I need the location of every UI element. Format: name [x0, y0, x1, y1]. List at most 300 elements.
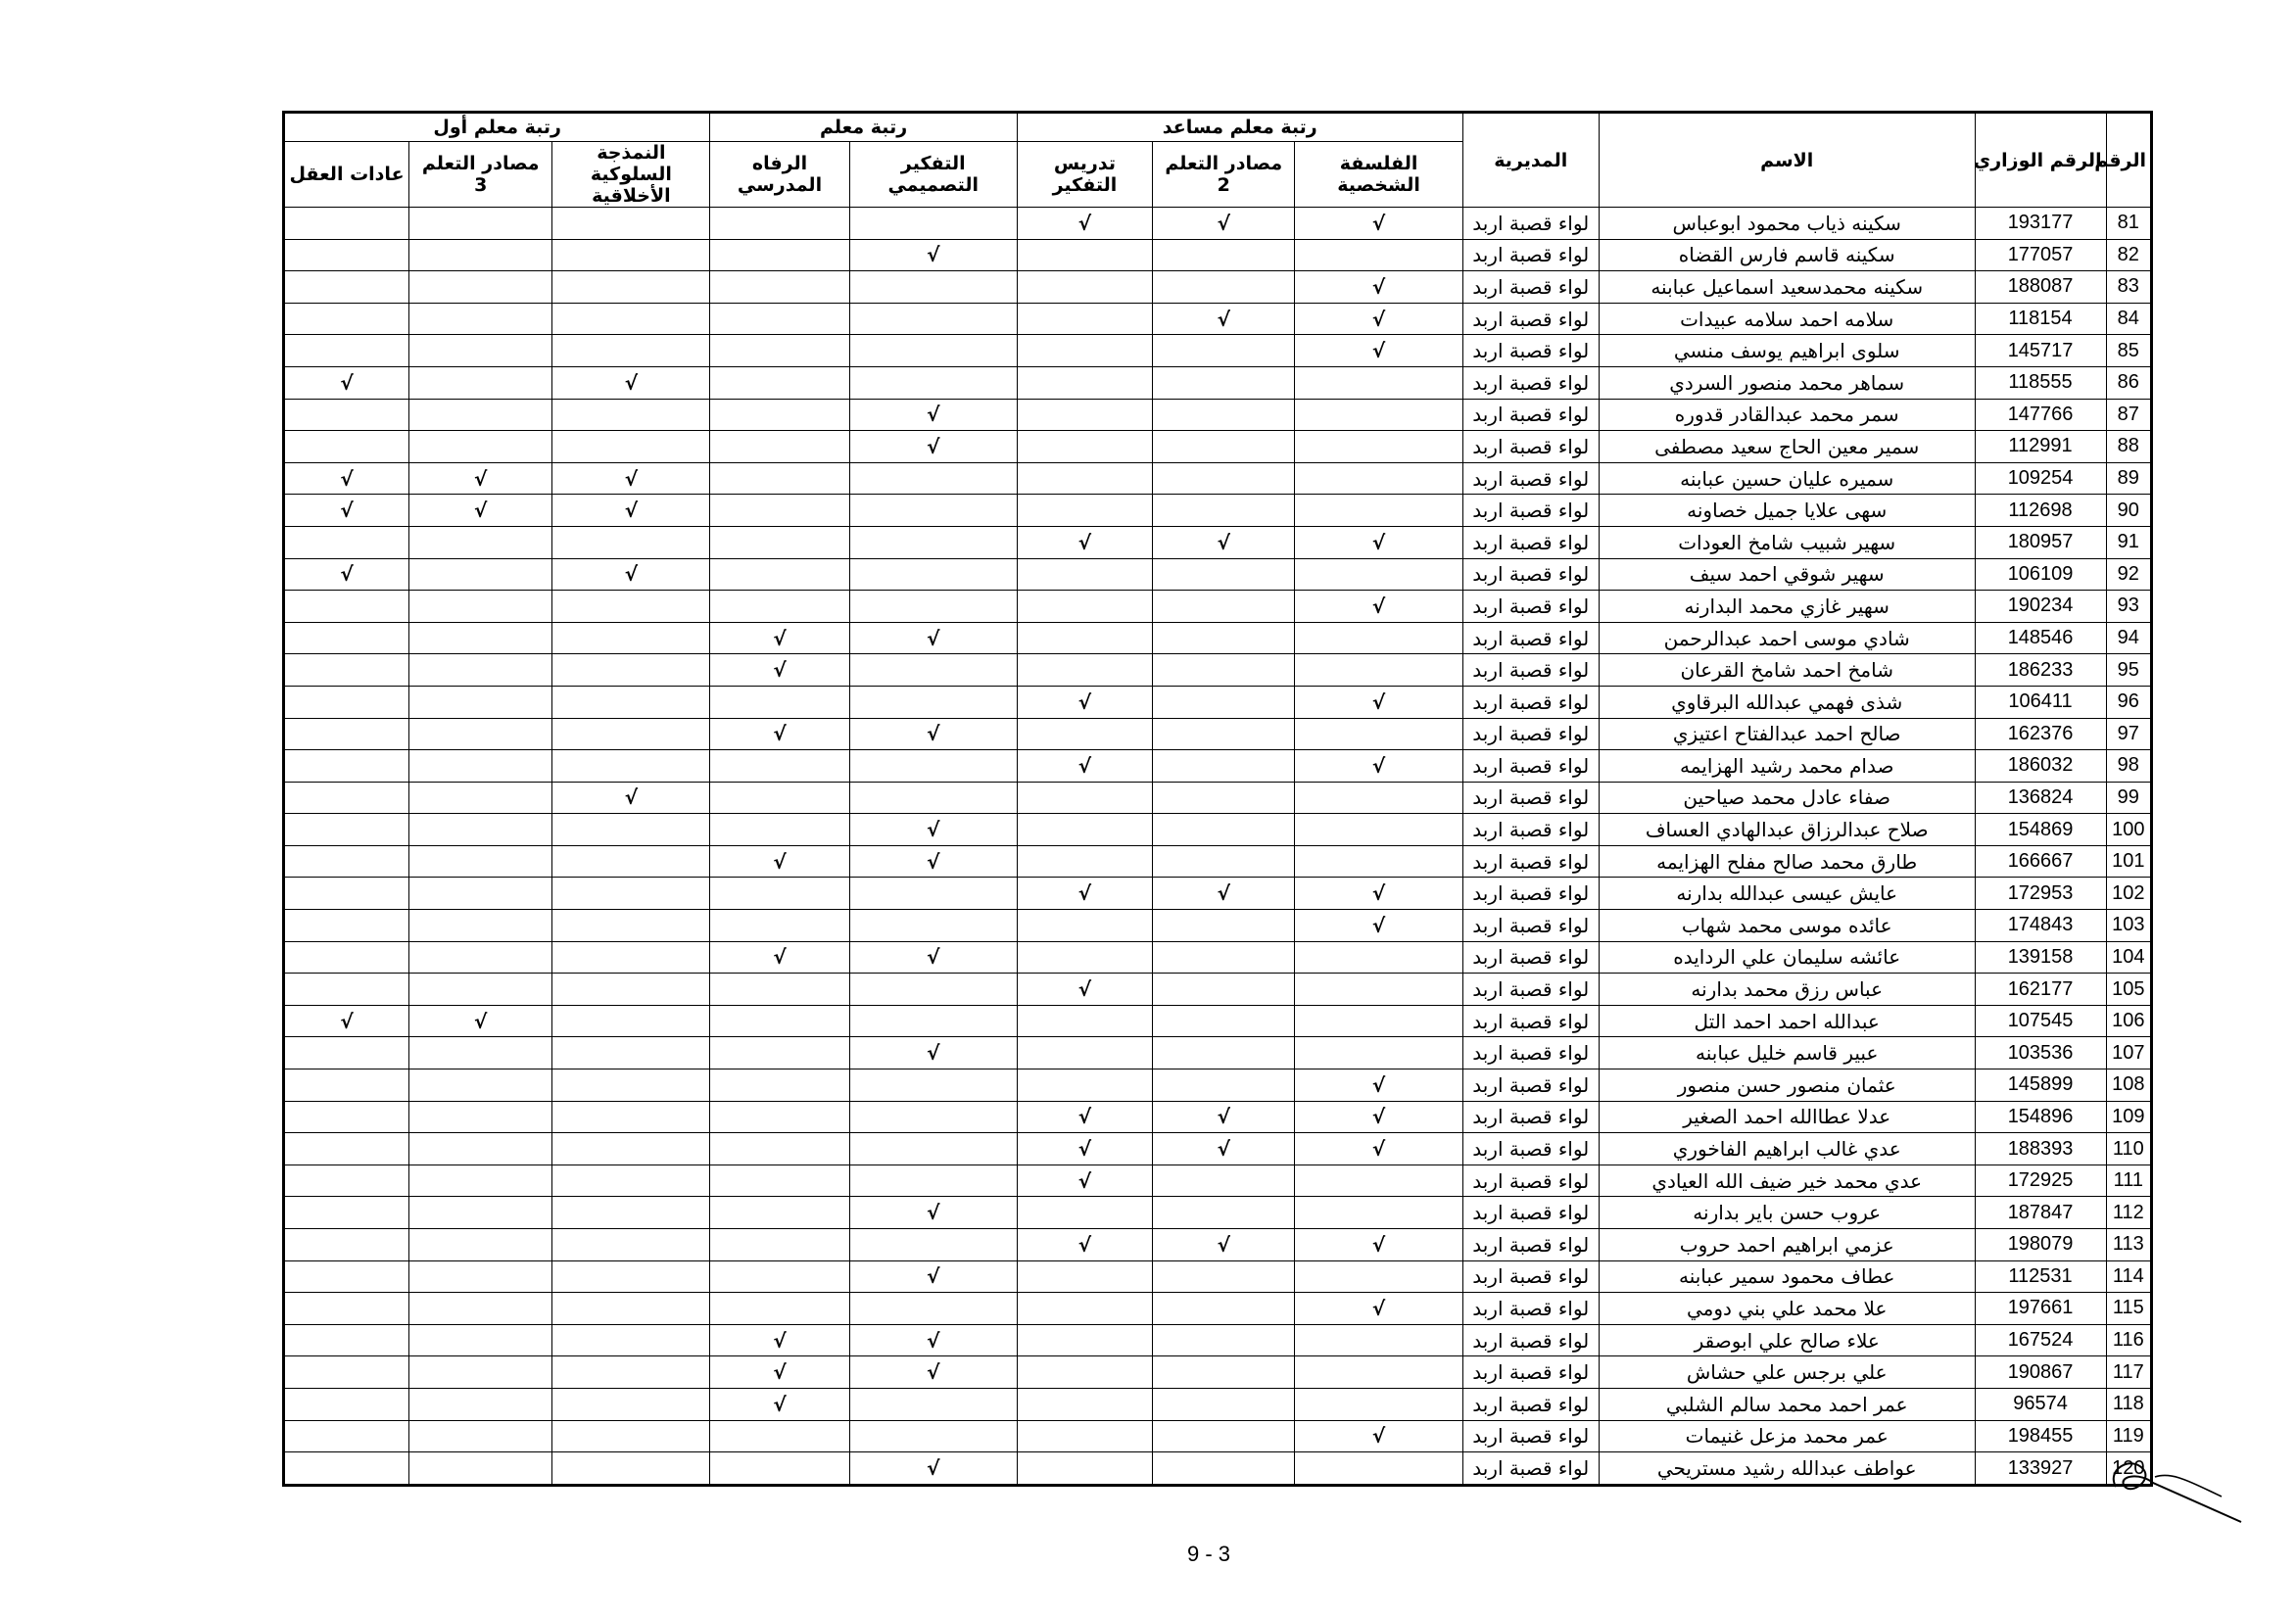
mark-cell-school-wellbeing — [710, 974, 849, 1006]
mark-cell-personal-philosophy — [1295, 1324, 1462, 1356]
mark-cell-habits-of-mind — [284, 1164, 409, 1197]
mark-cell-learning-sources-2 — [1153, 1452, 1295, 1486]
mark-cell-learning-sources-2 — [1153, 1101, 1295, 1133]
row-number: 106 — [2106, 1005, 2151, 1037]
check-mark: √ — [1077, 1105, 1092, 1129]
row-number: 91 — [2106, 526, 2151, 558]
mark-cell-personal-philosophy — [1295, 1420, 1462, 1452]
row-number: 107 — [2106, 1037, 2151, 1069]
mark-cell-teaching-thinking — [1017, 1388, 1152, 1420]
mark-cell-habits-of-mind — [284, 910, 409, 942]
mark-cell-teaching-thinking — [1017, 750, 1152, 783]
ministry-number: 198079 — [1975, 1229, 2106, 1261]
row-number: 84 — [2106, 303, 2151, 335]
mark-cell-habits-of-mind — [284, 1452, 409, 1486]
mark-cell-teaching-thinking — [1017, 910, 1152, 942]
mark-cell-school-wellbeing — [710, 239, 849, 271]
check-mark: √ — [1217, 1105, 1230, 1129]
mark-cell-design-thinking — [849, 1069, 1017, 1102]
check-mark: √ — [1077, 211, 1092, 235]
mark-cell-habits-of-mind — [284, 366, 409, 399]
table-row — [284, 303, 2152, 335]
mark-cell-learning-sources-2 — [1153, 686, 1295, 718]
group-header-assistant-teacher: رتبة معلم مساعد — [1017, 113, 1462, 142]
table-row — [284, 399, 2152, 431]
mark-cell-behavioral-modeling — [552, 718, 710, 750]
mark-cell-personal-philosophy — [1295, 335, 1462, 367]
mark-cell-behavioral-modeling — [552, 1101, 710, 1133]
mark-cell-behavioral-modeling — [552, 1069, 710, 1102]
mark-cell-behavioral-modeling — [552, 1197, 710, 1229]
mark-cell-learning-sources-3 — [409, 303, 552, 335]
mark-cell-learning-sources-2 — [1153, 1197, 1295, 1229]
mark-cell-personal-philosophy — [1295, 686, 1462, 718]
mark-cell-learning-sources-2 — [1153, 431, 1295, 463]
mark-cell-design-thinking — [849, 462, 1017, 495]
mark-cell-habits-of-mind — [284, 1133, 409, 1165]
mark-cell-school-wellbeing — [710, 1260, 849, 1293]
mark-cell-habits-of-mind — [284, 941, 409, 974]
mark-cell-design-thinking — [849, 495, 1017, 527]
mark-cell-school-wellbeing — [710, 1293, 849, 1325]
mark-cell-learning-sources-3 — [409, 941, 552, 974]
mark-cell-learning-sources-3 — [409, 1164, 552, 1197]
check-mark: √ — [1371, 1232, 1386, 1257]
mark-cell-learning-sources-3 — [409, 1293, 552, 1325]
teacher-name: سهير شبيب شامخ العودات — [1599, 526, 1975, 558]
ministry-number: 193177 — [1975, 208, 2106, 240]
mark-cell-school-wellbeing — [710, 1197, 849, 1229]
mark-cell-learning-sources-2 — [1153, 845, 1295, 878]
mark-cell-design-thinking — [849, 686, 1017, 718]
mark-cell-personal-philosophy — [1295, 1260, 1462, 1293]
check-mark: √ — [773, 626, 787, 650]
mark-cell-learning-sources-3 — [409, 750, 552, 783]
col-header-directorate: المديرية — [1462, 113, 1599, 208]
mark-cell-school-wellbeing — [710, 750, 849, 783]
row-number: 89 — [2106, 462, 2151, 495]
teacher-name: سهى علايا جميل خصاونه — [1599, 495, 1975, 527]
mark-cell-habits-of-mind — [284, 271, 409, 304]
directorate: لواء قصبة اربد — [1462, 1388, 1599, 1420]
mark-cell-teaching-thinking — [1017, 591, 1152, 623]
check-mark: √ — [927, 1041, 940, 1066]
mark-cell-school-wellbeing — [710, 208, 849, 240]
mark-cell-school-wellbeing — [710, 1005, 849, 1037]
mark-cell-learning-sources-2 — [1153, 462, 1295, 495]
mark-cell-school-wellbeing — [710, 1229, 849, 1261]
mark-cell-school-wellbeing — [710, 845, 849, 878]
mark-cell-personal-philosophy — [1295, 878, 1462, 910]
teacher-name: طارق محمد صالح مفلح الهزايمه — [1599, 845, 1975, 878]
row-number: 85 — [2106, 335, 2151, 367]
check-mark: √ — [1077, 753, 1092, 778]
mark-cell-behavioral-modeling — [552, 1164, 710, 1197]
mark-cell-learning-sources-3 — [409, 878, 552, 910]
col-header-ministry-no: الرقم الوزاري — [1975, 113, 2106, 208]
mark-cell-learning-sources-3 — [409, 1356, 552, 1389]
mark-cell-personal-philosophy — [1295, 974, 1462, 1006]
directorate: لواء قصبة اربد — [1462, 686, 1599, 718]
row-number: 102 — [2106, 878, 2151, 910]
table-row — [284, 910, 2152, 942]
directorate: لواء قصبة اربد — [1462, 526, 1599, 558]
mark-cell-teaching-thinking — [1017, 654, 1152, 687]
mark-cell-habits-of-mind — [284, 1260, 409, 1293]
row-number: 115 — [2106, 1293, 2151, 1325]
teacher-name: سلامه احمد سلامه عبيدات — [1599, 303, 1975, 335]
mark-cell-teaching-thinking — [1017, 1133, 1152, 1165]
ministry-number: 145717 — [1975, 335, 2106, 367]
mark-cell-behavioral-modeling — [552, 431, 710, 463]
mark-cell-learning-sources-2 — [1153, 558, 1295, 591]
table-row — [284, 750, 2152, 783]
mark-cell-school-wellbeing — [710, 1133, 849, 1165]
mark-cell-personal-philosophy — [1295, 558, 1462, 591]
mark-cell-habits-of-mind — [284, 1293, 409, 1325]
mark-cell-design-thinking — [849, 1101, 1017, 1133]
table-row — [284, 495, 2152, 527]
mark-cell-habits-of-mind — [284, 208, 409, 240]
mark-cell-teaching-thinking — [1017, 335, 1152, 367]
mark-cell-behavioral-modeling — [552, 1452, 710, 1486]
mark-cell-teaching-thinking — [1017, 1452, 1152, 1486]
ministry-number: 172925 — [1975, 1164, 2106, 1197]
mark-cell-habits-of-mind — [284, 558, 409, 591]
directorate: لواء قصبة اربد — [1462, 271, 1599, 304]
mark-cell-habits-of-mind — [284, 845, 409, 878]
mark-cell-teaching-thinking — [1017, 1037, 1152, 1069]
mark-cell-habits-of-mind — [284, 686, 409, 718]
ministry-number: 187847 — [1975, 1197, 2106, 1229]
mark-cell-learning-sources-2 — [1153, 239, 1295, 271]
col-header-behavioral-modeling: النمذجة السلوكية الأخلاقية — [552, 142, 710, 208]
mark-cell-behavioral-modeling — [552, 1229, 710, 1261]
mark-cell-behavioral-modeling — [552, 782, 710, 814]
mark-cell-design-thinking — [849, 208, 1017, 240]
mark-cell-design-thinking — [849, 1420, 1017, 1452]
teacher-name: شذى فهمي عبدالله البرقاوي — [1599, 686, 1975, 718]
row-number: 119 — [2106, 1420, 2151, 1452]
mark-cell-personal-philosophy — [1295, 208, 1462, 240]
mark-cell-school-wellbeing — [710, 1037, 849, 1069]
mark-cell-behavioral-modeling — [552, 271, 710, 304]
mark-cell-habits-of-mind — [284, 1005, 409, 1037]
col-header-no: الرقم — [2106, 113, 2151, 208]
teacher-name: عبير قاسم خليل عبابنه — [1599, 1037, 1975, 1069]
check-mark: √ — [927, 1328, 940, 1353]
row-number: 100 — [2106, 814, 2151, 846]
mark-cell-personal-philosophy — [1295, 845, 1462, 878]
check-mark: √ — [1371, 274, 1386, 299]
directorate: لواء قصبة اربد — [1462, 239, 1599, 271]
table-row — [284, 1229, 2152, 1261]
directorate: لواء قصبة اربد — [1462, 718, 1599, 750]
teacher-name: سمر محمد عبدالقادر قدوره — [1599, 399, 1975, 431]
mark-cell-teaching-thinking — [1017, 1293, 1152, 1325]
mark-cell-design-thinking — [849, 431, 1017, 463]
mark-cell-design-thinking — [849, 974, 1017, 1006]
mark-cell-learning-sources-3 — [409, 1260, 552, 1293]
mark-cell-behavioral-modeling — [552, 1356, 710, 1389]
check-mark: √ — [1371, 1072, 1386, 1097]
check-mark: √ — [624, 499, 639, 523]
check-mark: √ — [624, 562, 639, 587]
mark-cell-personal-philosophy — [1295, 1229, 1462, 1261]
ministry-number: 112991 — [1975, 431, 2106, 463]
row-number: 104 — [2106, 941, 2151, 974]
mark-cell-learning-sources-3 — [409, 462, 552, 495]
mark-cell-teaching-thinking — [1017, 1005, 1152, 1037]
teacher-name: صدام محمد رشيد الهزايمه — [1599, 750, 1975, 783]
mark-cell-learning-sources-2 — [1153, 1069, 1295, 1102]
ministry-number: 112531 — [1975, 1260, 2106, 1293]
mark-cell-school-wellbeing — [710, 271, 849, 304]
ministry-number: 186032 — [1975, 750, 2106, 783]
teacher-name: عواطف عبدالله رشيد مستريحي — [1599, 1452, 1975, 1486]
teacher-name: علاء صالح علي ابوصقر — [1599, 1324, 1975, 1356]
mark-cell-habits-of-mind — [284, 526, 409, 558]
teacher-rank-table — [282, 111, 2153, 1487]
mark-cell-personal-philosophy — [1295, 1037, 1462, 1069]
mark-cell-design-thinking — [849, 622, 1017, 654]
mark-cell-design-thinking — [849, 845, 1017, 878]
directorate: لواء قصبة اربد — [1462, 1356, 1599, 1389]
row-number: 94 — [2106, 622, 2151, 654]
table-row — [284, 686, 2152, 718]
row-number: 95 — [2106, 654, 2151, 687]
mark-cell-school-wellbeing — [710, 878, 849, 910]
col-header-design-thinking: التفكير التصميمي — [849, 142, 1017, 208]
teacher-name: سكينه محمدسعيد اسماعيل عبابنه — [1599, 271, 1975, 304]
directorate: لواء قصبة اربد — [1462, 1101, 1599, 1133]
directorate: لواء قصبة اربد — [1462, 1037, 1599, 1069]
mark-cell-design-thinking — [849, 591, 1017, 623]
directorate: لواء قصبة اربد — [1462, 1069, 1599, 1102]
directorate: لواء قصبة اربد — [1462, 1260, 1599, 1293]
mark-cell-school-wellbeing — [710, 495, 849, 527]
mark-cell-personal-philosophy — [1295, 910, 1462, 942]
directorate: لواء قصبة اربد — [1462, 1452, 1599, 1486]
ministry-number: 147766 — [1975, 399, 2106, 431]
mark-cell-learning-sources-2 — [1153, 1293, 1295, 1325]
teacher-name: صفاء عادل محمد صياحين — [1599, 782, 1975, 814]
table-row — [284, 1164, 2152, 1197]
mark-cell-school-wellbeing — [710, 335, 849, 367]
directorate: لواء قصبة اربد — [1462, 1005, 1599, 1037]
table-row — [284, 1452, 2152, 1486]
mark-cell-teaching-thinking — [1017, 878, 1152, 910]
mark-cell-learning-sources-3 — [409, 591, 552, 623]
mark-cell-habits-of-mind — [284, 303, 409, 335]
mark-cell-teaching-thinking — [1017, 208, 1152, 240]
mark-cell-learning-sources-2 — [1153, 1005, 1295, 1037]
mark-cell-personal-philosophy — [1295, 271, 1462, 304]
directorate: لواء قصبة اربد — [1462, 974, 1599, 1006]
ministry-number: 133927 — [1975, 1452, 2106, 1486]
ministry-number: 109254 — [1975, 462, 2106, 495]
ministry-number: 190867 — [1975, 1356, 2106, 1389]
directorate: لواء قصبة اربد — [1462, 878, 1599, 910]
mark-cell-learning-sources-2 — [1153, 1356, 1295, 1389]
mark-cell-learning-sources-2 — [1153, 399, 1295, 431]
mark-cell-behavioral-modeling — [552, 591, 710, 623]
teacher-name: عباس رزق محمد بدارنه — [1599, 974, 1975, 1006]
mark-cell-design-thinking — [849, 782, 1017, 814]
mark-cell-learning-sources-2 — [1153, 303, 1295, 335]
directorate: لواء قصبة اربد — [1462, 910, 1599, 942]
mark-cell-teaching-thinking — [1017, 1420, 1152, 1452]
mark-cell-behavioral-modeling — [552, 335, 710, 367]
mark-cell-habits-of-mind — [284, 1037, 409, 1069]
mark-cell-learning-sources-3 — [409, 1069, 552, 1102]
mark-cell-personal-philosophy — [1295, 622, 1462, 654]
mark-cell-learning-sources-2 — [1153, 1133, 1295, 1165]
mark-cell-design-thinking — [849, 1164, 1017, 1197]
teacher-name: عثمان منصور حسن منصور — [1599, 1069, 1975, 1102]
teacher-name: عطاف محمود سمير عبابنه — [1599, 1260, 1975, 1293]
mark-cell-teaching-thinking — [1017, 782, 1152, 814]
row-number: 96 — [2106, 686, 2151, 718]
mark-cell-personal-philosophy — [1295, 431, 1462, 463]
mark-cell-habits-of-mind — [284, 622, 409, 654]
mark-cell-behavioral-modeling — [552, 526, 710, 558]
table-row — [284, 814, 2152, 846]
mark-cell-behavioral-modeling — [552, 208, 710, 240]
mark-cell-design-thinking — [849, 654, 1017, 687]
row-number: 112 — [2106, 1197, 2151, 1229]
check-mark: √ — [773, 1328, 787, 1353]
directorate: لواء قصبة اربد — [1462, 1293, 1599, 1325]
mark-cell-teaching-thinking — [1017, 431, 1152, 463]
ministry-number: 190234 — [1975, 591, 2106, 623]
mark-cell-learning-sources-3 — [409, 526, 552, 558]
check-mark: √ — [773, 658, 787, 683]
row-number: 88 — [2106, 431, 2151, 463]
check-mark: √ — [927, 1264, 940, 1289]
mark-cell-learning-sources-2 — [1153, 1037, 1295, 1069]
row-number: 113 — [2106, 1229, 2151, 1261]
mark-cell-behavioral-modeling — [552, 239, 710, 271]
mark-cell-school-wellbeing — [710, 718, 849, 750]
mark-cell-learning-sources-3 — [409, 208, 552, 240]
ministry-number: 107545 — [1975, 1005, 2106, 1037]
teacher-name: سلوى ابراهيم يوسف منسي — [1599, 335, 1975, 367]
mark-cell-learning-sources-3 — [409, 910, 552, 942]
mark-cell-behavioral-modeling — [552, 622, 710, 654]
col-header-school-wellbeing: الرفاه المدرسي — [710, 142, 849, 208]
ministry-number: 145899 — [1975, 1069, 2106, 1102]
check-mark: √ — [1217, 211, 1230, 235]
mark-cell-learning-sources-2 — [1153, 1388, 1295, 1420]
mark-cell-teaching-thinking — [1017, 1324, 1152, 1356]
check-mark: √ — [1371, 530, 1386, 554]
teacher-name: سهير شوقي احمد سيف — [1599, 558, 1975, 591]
mark-cell-personal-philosophy — [1295, 462, 1462, 495]
check-mark: √ — [1371, 211, 1386, 235]
check-mark: √ — [474, 499, 488, 523]
row-number: 93 — [2106, 591, 2151, 623]
mark-cell-design-thinking — [849, 526, 1017, 558]
mark-cell-learning-sources-3 — [409, 1005, 552, 1037]
table-row — [284, 208, 2152, 240]
mark-cell-habits-of-mind — [284, 814, 409, 846]
check-mark: √ — [340, 466, 354, 491]
directorate: لواء قصبة اربد — [1462, 750, 1599, 783]
mark-cell-design-thinking — [849, 399, 1017, 431]
mark-cell-habits-of-mind — [284, 750, 409, 783]
check-mark: √ — [927, 403, 940, 427]
directorate: لواء قصبة اربد — [1462, 1164, 1599, 1197]
group-header-first-teacher: رتبة معلم أول — [284, 113, 710, 142]
teacher-name: عزمي ابراهيم احمد حروب — [1599, 1229, 1975, 1261]
col-header-name: الاسم — [1599, 113, 1975, 208]
row-number: 117 — [2106, 1356, 2151, 1389]
ministry-number: 162376 — [1975, 718, 2106, 750]
row-number: 92 — [2106, 558, 2151, 591]
teacher-name: صالح احمد عبدالفتاح اعتيزي — [1599, 718, 1975, 750]
mark-cell-learning-sources-2 — [1153, 750, 1295, 783]
mark-cell-teaching-thinking — [1017, 366, 1152, 399]
table-row — [284, 941, 2152, 974]
mark-cell-learning-sources-2 — [1153, 910, 1295, 942]
mark-cell-learning-sources-2 — [1153, 622, 1295, 654]
mark-cell-design-thinking — [849, 1293, 1017, 1325]
mark-cell-design-thinking — [849, 1197, 1017, 1229]
mark-cell-personal-philosophy — [1295, 495, 1462, 527]
ministry-number: 112698 — [1975, 495, 2106, 527]
table-row — [284, 1388, 2152, 1420]
check-mark: √ — [1371, 913, 1386, 937]
directorate: لواء قصبة اربد — [1462, 1133, 1599, 1165]
table-row — [284, 718, 2152, 750]
ministry-number: 177057 — [1975, 239, 2106, 271]
table-row — [284, 462, 2152, 495]
mark-cell-learning-sources-3 — [409, 1229, 552, 1261]
directorate: لواء قصبة اربد — [1462, 1197, 1599, 1229]
check-mark: √ — [1371, 339, 1386, 363]
mark-cell-school-wellbeing — [710, 1388, 849, 1420]
check-mark: √ — [1371, 594, 1386, 618]
mark-cell-habits-of-mind — [284, 718, 409, 750]
mark-cell-teaching-thinking — [1017, 974, 1152, 1006]
mark-cell-teaching-thinking — [1017, 1229, 1152, 1261]
mark-cell-design-thinking — [849, 941, 1017, 974]
teacher-name: عمر محمد مزعل غنيمات — [1599, 1420, 1975, 1452]
mark-cell-teaching-thinking — [1017, 1164, 1152, 1197]
mark-cell-habits-of-mind — [284, 1229, 409, 1261]
mark-cell-school-wellbeing — [710, 622, 849, 654]
mark-cell-design-thinking — [849, 1356, 1017, 1389]
mark-cell-learning-sources-3 — [409, 845, 552, 878]
table-row — [284, 845, 2152, 878]
mark-cell-school-wellbeing — [710, 686, 849, 718]
mark-cell-learning-sources-2 — [1153, 1420, 1295, 1452]
check-mark: √ — [624, 370, 639, 395]
mark-cell-behavioral-modeling — [552, 750, 710, 783]
ministry-number: 106411 — [1975, 686, 2106, 718]
mark-cell-learning-sources-2 — [1153, 782, 1295, 814]
ministry-number: 172953 — [1975, 878, 2106, 910]
table-row — [284, 526, 2152, 558]
mark-cell-habits-of-mind — [284, 1420, 409, 1452]
mark-cell-behavioral-modeling — [552, 974, 710, 1006]
teacher-name: عدي محمد خير ضيف الله العيادي — [1599, 1164, 1975, 1197]
row-number: 86 — [2106, 366, 2151, 399]
row-number: 83 — [2106, 271, 2151, 304]
table-row — [284, 622, 2152, 654]
directorate: لواء قصبة اربد — [1462, 208, 1599, 240]
